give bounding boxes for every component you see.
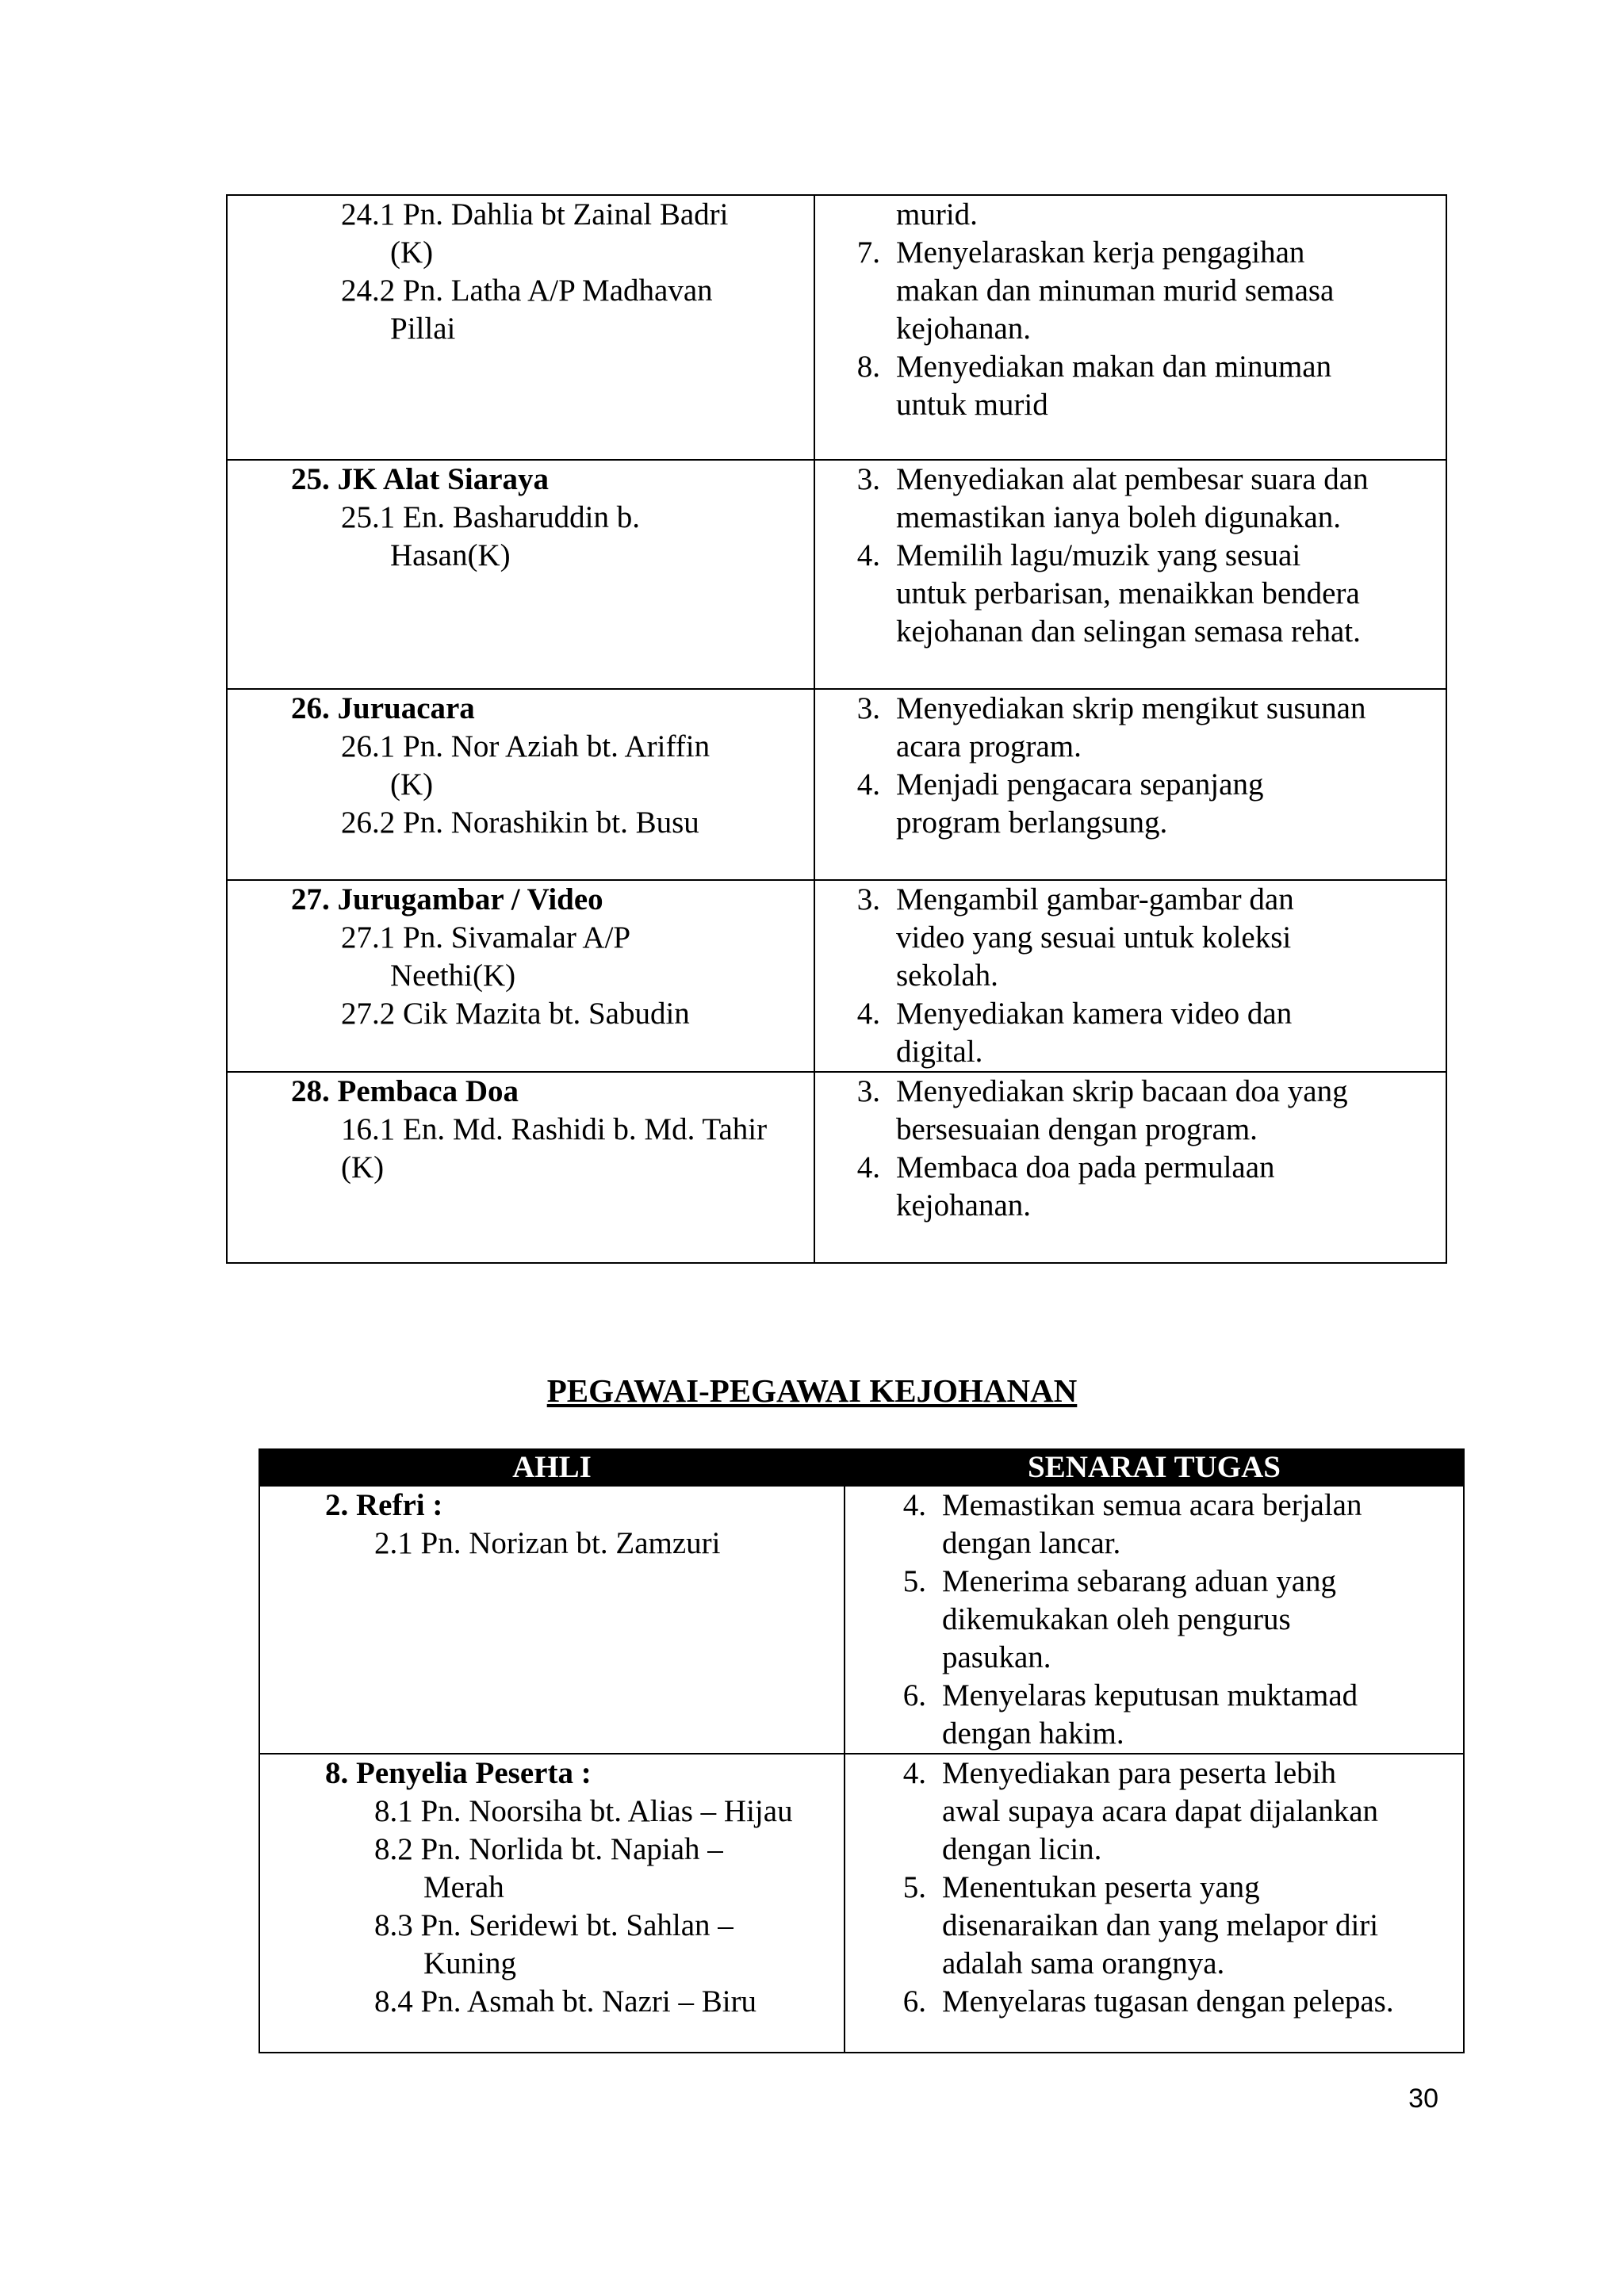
duty-number: 5. xyxy=(902,1870,926,1904)
member-name: (K) xyxy=(390,235,434,270)
duty-line xyxy=(831,575,1446,613)
header-senarai-tugas: SENARAI TUGAS xyxy=(845,1449,1464,1486)
duty-line xyxy=(831,310,1446,348)
duty-line xyxy=(831,881,1446,919)
duty-line xyxy=(831,499,1446,537)
duty-number: 4. xyxy=(856,997,880,1031)
duty-number: 5. xyxy=(902,1564,926,1598)
duty-number xyxy=(877,1831,942,1869)
duty-text: Menyediakan para peserta lebih xyxy=(942,1756,1337,1790)
duty-number: 3. xyxy=(856,1074,880,1108)
duty-line xyxy=(831,386,1446,424)
member-name: 16.1 En. Md. Rashidi b. Md. Tahir xyxy=(341,1112,768,1146)
duty-number: 4. xyxy=(856,538,880,572)
duty-text: dengan lancar. xyxy=(942,1526,1121,1560)
duty-line xyxy=(877,1525,1463,1563)
member-name: Pillai xyxy=(390,312,456,346)
duty-line xyxy=(877,1983,1463,2021)
duty-line xyxy=(877,1677,1463,1715)
duty-text: kejohanan dan selingan semasa rehat. xyxy=(896,614,1361,649)
duty-text: Menerima sebarang aduan yang xyxy=(942,1564,1337,1598)
duty-cell xyxy=(814,880,1446,1072)
duty-text: Menyelaras tugasan dengan pelepas. xyxy=(942,1984,1394,2019)
duty-cell xyxy=(814,1072,1446,1263)
duty-number: 8. xyxy=(856,350,880,384)
duty-text: bersesuaian dengan program. xyxy=(896,1112,1258,1146)
duty-number xyxy=(831,575,896,613)
duty-text: Menyelaras keputusan muktamad xyxy=(942,1678,1358,1712)
table-row xyxy=(259,1754,1464,2053)
member-name: 2.1 Pn. Norizan bt. Zamzuri xyxy=(374,1526,721,1560)
committee-heading: 25. JK Alat Siaraya xyxy=(291,462,550,496)
duty-text: Menyediakan skrip mengikut susunan xyxy=(896,691,1366,725)
duty-cell xyxy=(845,1486,1464,1754)
duty-line xyxy=(831,348,1446,386)
duty-text: Memilih lagu/muzik yang sesuai xyxy=(896,538,1301,572)
duty-text: kejohanan. xyxy=(896,312,1032,346)
duty-line xyxy=(877,1639,1463,1677)
member-name: 27.1 Pn. Sivamalar A/P xyxy=(341,920,631,955)
member-cell xyxy=(259,1486,845,1754)
duty-number: 4. xyxy=(902,1488,926,1522)
duty-cell xyxy=(814,460,1446,689)
duty-number xyxy=(831,919,896,957)
duty-number: 4. xyxy=(856,1150,880,1184)
member-name: 24.2 Pn. Latha A/P Madhavan xyxy=(341,274,713,308)
duty-line xyxy=(831,995,1446,1033)
duty-line xyxy=(877,1563,1463,1601)
duty-line xyxy=(831,1111,1446,1149)
section-title: PEGAWAI-PEGAWAI KEJOHANAN xyxy=(546,1372,1078,1409)
duty-text: Menentukan peserta yang xyxy=(942,1870,1260,1904)
duty-number: 6. xyxy=(902,1678,926,1712)
duty-number xyxy=(877,1907,942,1945)
duty-text: untuk perbarisan, menaikkan bendera xyxy=(896,576,1360,610)
duty-number xyxy=(877,1793,942,1831)
duty-text: sekolah. xyxy=(896,959,998,993)
duty-cell xyxy=(814,195,1446,460)
duty-text: Membaca doa pada permulaan xyxy=(896,1150,1275,1184)
member-name: 25.1 En. Basharuddin b. xyxy=(341,500,640,534)
duty-text: kejohanan. xyxy=(896,1188,1032,1223)
duty-number xyxy=(831,613,896,651)
duty-text: acara program. xyxy=(896,729,1082,763)
duty-line xyxy=(831,613,1446,651)
duty-text: dikemukakan oleh pengurus xyxy=(942,1602,1291,1636)
duty-text: program berlangsung. xyxy=(896,806,1168,840)
duty-line xyxy=(877,1869,1463,1907)
table-row xyxy=(227,460,1446,689)
member-cell xyxy=(227,460,814,689)
table-row xyxy=(227,195,1446,460)
duty-number xyxy=(831,272,896,310)
duty-number: 3. xyxy=(856,462,880,496)
member-name: Hasan(K) xyxy=(390,538,511,572)
duty-line xyxy=(831,804,1446,842)
duty-cell xyxy=(845,1754,1464,2053)
member-name: Neethi(K) xyxy=(390,959,516,993)
member-cell xyxy=(227,689,814,880)
duty-line xyxy=(831,1073,1446,1111)
table-row xyxy=(227,1072,1446,1263)
duty-number xyxy=(877,1715,942,1753)
member-name: 8.3 Pn. Seridewi bt. Sahlan – xyxy=(374,1908,733,1942)
duty-text: pasukan. xyxy=(942,1640,1051,1674)
member-name: Kuning xyxy=(423,1946,516,1980)
duty-text: untuk murid xyxy=(896,388,1048,422)
duty-number xyxy=(877,1945,942,1983)
duty-cell xyxy=(814,689,1446,880)
duty-text: Menjadi pengacara sepanjang xyxy=(896,767,1264,802)
duty-number: 7. xyxy=(856,235,880,270)
duty-text: makan dan minuman murid semasa xyxy=(896,274,1335,308)
duty-line xyxy=(831,272,1446,310)
duty-text: dengan licin. xyxy=(942,1832,1102,1866)
duty-line xyxy=(831,766,1446,804)
duty-number: 4. xyxy=(902,1756,926,1790)
duty-number xyxy=(831,1111,896,1149)
duty-line xyxy=(877,1945,1463,1983)
duty-line xyxy=(877,1907,1463,1945)
duty-number xyxy=(831,386,896,424)
table-row xyxy=(227,880,1446,1072)
duty-text: Menyediakan alat pembesar suara dan xyxy=(896,462,1369,496)
member-name: 8.1 Pn. Noorsiha bt. Alias – Hijau xyxy=(374,1794,793,1828)
committee-heading: 2. Refri : xyxy=(325,1488,443,1522)
duty-number xyxy=(831,1033,896,1071)
duty-number: 4. xyxy=(856,767,880,802)
duty-text: Menyelaraskan kerja pengagihan xyxy=(896,235,1305,270)
member-name: (K) xyxy=(341,1150,385,1184)
duty-line xyxy=(877,1601,1463,1639)
duty-number xyxy=(877,1639,942,1677)
duty-number: 3. xyxy=(856,882,880,916)
duty-line xyxy=(831,1149,1446,1187)
duty-text: Menyediakan skrip bacaan doa yang xyxy=(896,1074,1348,1108)
duty-line xyxy=(831,728,1446,766)
committee-heading: 27. Jurugambar / Video xyxy=(291,882,603,916)
officials-table xyxy=(259,1448,1465,2053)
duty-line xyxy=(831,234,1446,272)
duty-text: memastikan ianya boleh digunakan. xyxy=(896,500,1342,534)
member-name: 8.2 Pn. Norlida bt. Napiah – xyxy=(374,1832,723,1866)
page-number: 30 xyxy=(1408,2084,1438,2114)
duty-text: Memastikan semua acara berjalan xyxy=(942,1488,1362,1522)
duty-text: digital. xyxy=(896,1035,983,1069)
member-cell xyxy=(227,880,814,1072)
duty-line xyxy=(831,957,1446,995)
duty-line xyxy=(831,690,1446,728)
duty-line xyxy=(877,1487,1463,1525)
duty-text: dengan hakim. xyxy=(942,1716,1124,1751)
committee-heading: 28. Pembaca Doa xyxy=(291,1074,519,1108)
member-name: 24.1 Pn. Dahlia bt Zainal Badri xyxy=(341,197,729,232)
duty-line xyxy=(831,919,1446,957)
duty-number xyxy=(831,499,896,537)
member-name: Merah xyxy=(423,1870,504,1904)
duty-number xyxy=(831,804,896,842)
member-cell xyxy=(259,1754,845,2053)
duty-line xyxy=(831,1187,1446,1225)
duty-line xyxy=(877,1793,1463,1831)
duty-line xyxy=(877,1831,1463,1869)
duty-text: disenaraikan dan yang melapor diri xyxy=(942,1908,1379,1942)
member-name: 26.1 Pn. Nor Aziah bt. Ariffin xyxy=(341,729,710,763)
duty-number xyxy=(831,196,896,234)
duty-text: Menyediakan kamera video dan xyxy=(896,997,1293,1031)
member-name: 27.2 Cik Mazita bt. Sabudin xyxy=(341,997,690,1031)
duty-line xyxy=(831,196,1446,234)
member-cell xyxy=(227,1072,814,1263)
header-ahli: AHLI xyxy=(259,1449,845,1486)
duty-number: 6. xyxy=(902,1984,926,2019)
duty-line xyxy=(877,1715,1463,1753)
member-cell xyxy=(227,195,814,460)
duty-text: awal supaya acara dapat dijalankan xyxy=(942,1794,1379,1828)
table-row xyxy=(259,1486,1464,1754)
duty-number xyxy=(831,728,896,766)
duty-text: adalah sama orangnya. xyxy=(942,1946,1225,1980)
duty-number xyxy=(831,1187,896,1225)
table-row xyxy=(227,689,1446,880)
duty-line xyxy=(831,1033,1446,1071)
committee-heading: 8. Penyelia Peserta : xyxy=(325,1756,592,1790)
duty-number xyxy=(831,957,896,995)
duty-text: Menyediakan makan dan minuman xyxy=(896,350,1332,384)
committee-heading: 26. Juruacara xyxy=(291,691,475,725)
duty-number xyxy=(877,1525,942,1563)
duty-text: Mengambil gambar-gambar dan xyxy=(896,882,1294,916)
duty-text: murid. xyxy=(896,197,978,232)
member-name: 26.2 Pn. Norashikin bt. Busu xyxy=(341,806,699,840)
duty-number: 3. xyxy=(856,691,880,725)
duty-line xyxy=(877,1755,1463,1793)
duty-text: video yang sesuai untuk koleksi xyxy=(896,920,1292,955)
duty-line xyxy=(831,461,1446,499)
duty-number xyxy=(877,1601,942,1639)
duty-line xyxy=(831,537,1446,575)
committee-table-continued xyxy=(226,194,1447,1264)
member-name: 8.4 Pn. Asmah bt. Nazri – Biru xyxy=(374,1984,757,2019)
member-name: (K) xyxy=(390,767,434,802)
duty-number xyxy=(831,310,896,348)
